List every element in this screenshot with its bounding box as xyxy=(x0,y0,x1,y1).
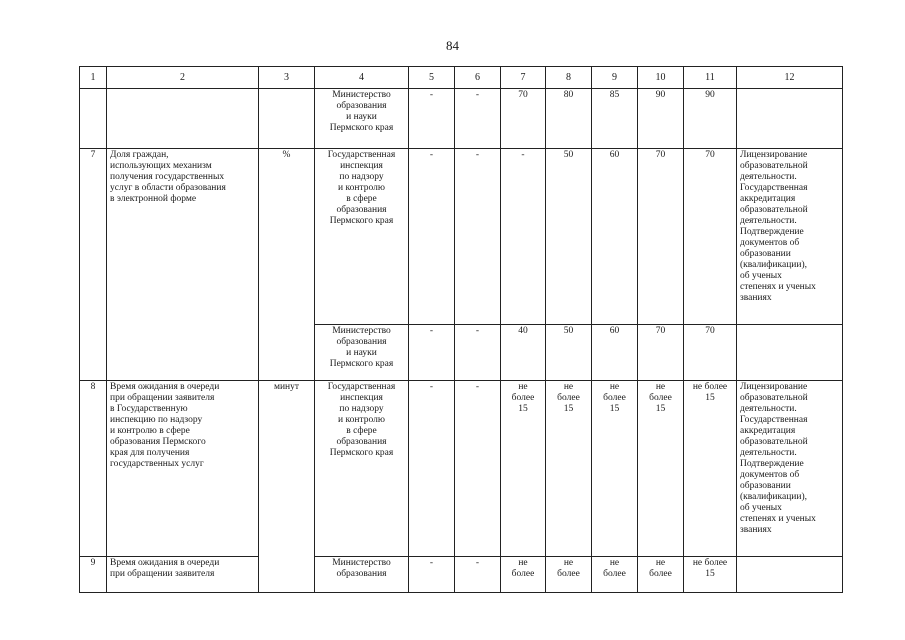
row-number xyxy=(80,89,107,149)
value-col10: не более 15 xyxy=(638,381,684,557)
value-col9: 85 xyxy=(592,89,638,149)
col-header-2: 2 xyxy=(107,67,259,89)
responsible-agency: Государственная инспекция по надзору и контролю в сфере образования Пермского края xyxy=(315,381,409,557)
responsible-agency: Министерство образования и науки Пермского края xyxy=(315,325,409,381)
value-col7: не более xyxy=(501,557,546,593)
note xyxy=(737,325,843,381)
value-col9: 60 xyxy=(592,149,638,325)
value-col7: не более 15 xyxy=(501,381,546,557)
value-col6: - xyxy=(455,325,501,381)
table-row xyxy=(80,149,843,325)
row-number: 9 xyxy=(80,557,107,593)
value-col7: 70 xyxy=(501,89,546,149)
col-header-5: 5 xyxy=(409,67,455,89)
col-header-10: 10 xyxy=(638,67,684,89)
value-col11: 70 xyxy=(684,149,737,325)
unit xyxy=(259,89,315,149)
responsible-agency: Государственная инспекция по надзору и контролю в сфере образования Пермского края xyxy=(315,149,409,325)
value-col8: 80 xyxy=(546,89,592,149)
value-col5: - xyxy=(409,381,455,557)
value-col8: не более xyxy=(546,557,592,593)
value-col7: - xyxy=(501,149,546,325)
note: Лицензирование образовательной деятельности. Государственная аккредитация образовательной деятельности. Подтверждение документов об образовании (квалификации), об ученых степенях и ученых званиях xyxy=(737,149,843,325)
value-col8: не более 15 xyxy=(546,381,592,557)
note xyxy=(737,89,843,149)
value-col11: 90 xyxy=(684,89,737,149)
value-col10: 70 xyxy=(638,149,684,325)
col-header-7: 7 xyxy=(501,67,546,89)
value-col11: 70 xyxy=(684,325,737,381)
table-row xyxy=(80,557,843,593)
row-number: 7 xyxy=(80,149,107,381)
note: Лицензирование образовательной деятельности. Государственная аккредитация образовательной деятельности. Подтверждение документов об образовании (квалификации), об ученых степенях и ученых званиях xyxy=(737,381,843,557)
unit: % xyxy=(259,149,315,381)
table-row xyxy=(80,89,843,149)
value-col11: не более 15 xyxy=(684,557,737,593)
note xyxy=(737,557,843,593)
value-col5: - xyxy=(409,89,455,149)
value-col9: не более xyxy=(592,557,638,593)
value-col11: не более 15 xyxy=(684,381,737,557)
indicator-name: Время ожидания в очереди при обращении заявителя xyxy=(107,557,259,593)
value-col6: - xyxy=(455,557,501,593)
col-header-3: 3 xyxy=(259,67,315,89)
col-header-8: 8 xyxy=(546,67,592,89)
row-number: 8 xyxy=(80,381,107,557)
indicator-name xyxy=(107,89,259,149)
value-col8: 50 xyxy=(546,325,592,381)
table-row xyxy=(80,381,843,557)
value-col10: 90 xyxy=(638,89,684,149)
col-header-1: 1 xyxy=(80,67,107,89)
value-col6: - xyxy=(455,89,501,149)
value-col9: 60 xyxy=(592,325,638,381)
responsible-agency: Министерство образования и науки Пермского края xyxy=(315,89,409,149)
indicator-name: Доля граждан, использующих механизм получения государственных услуг в области образования в электронной форме xyxy=(107,149,259,381)
value-col10: 70 xyxy=(638,325,684,381)
value-col7: 40 xyxy=(501,325,546,381)
value-col5: - xyxy=(409,149,455,325)
indicators-table xyxy=(79,66,843,593)
value-col10: не более xyxy=(638,557,684,593)
col-header-12: 12 xyxy=(737,67,843,89)
value-col6: - xyxy=(455,149,501,325)
indicator-name: Время ожидания в очереди при обращении заявителя в Государственную инспекцию по надзору и контролю в сфере образования Пермского края для получения государственных услуг xyxy=(107,381,259,557)
col-header-9: 9 xyxy=(592,67,638,89)
value-col8: 50 xyxy=(546,149,592,325)
unit: минут xyxy=(259,381,315,593)
value-col6: - xyxy=(455,381,501,557)
col-header-11: 11 xyxy=(684,67,737,89)
page-number: 84 xyxy=(446,38,459,53)
value-col9: не более 15 xyxy=(592,381,638,557)
column-number-row xyxy=(80,67,843,89)
value-col5: - xyxy=(409,557,455,593)
responsible-agency: Министерство образования xyxy=(315,557,409,593)
value-col5: - xyxy=(409,325,455,381)
col-header-4: 4 xyxy=(315,67,409,89)
col-header-6: 6 xyxy=(455,67,501,89)
